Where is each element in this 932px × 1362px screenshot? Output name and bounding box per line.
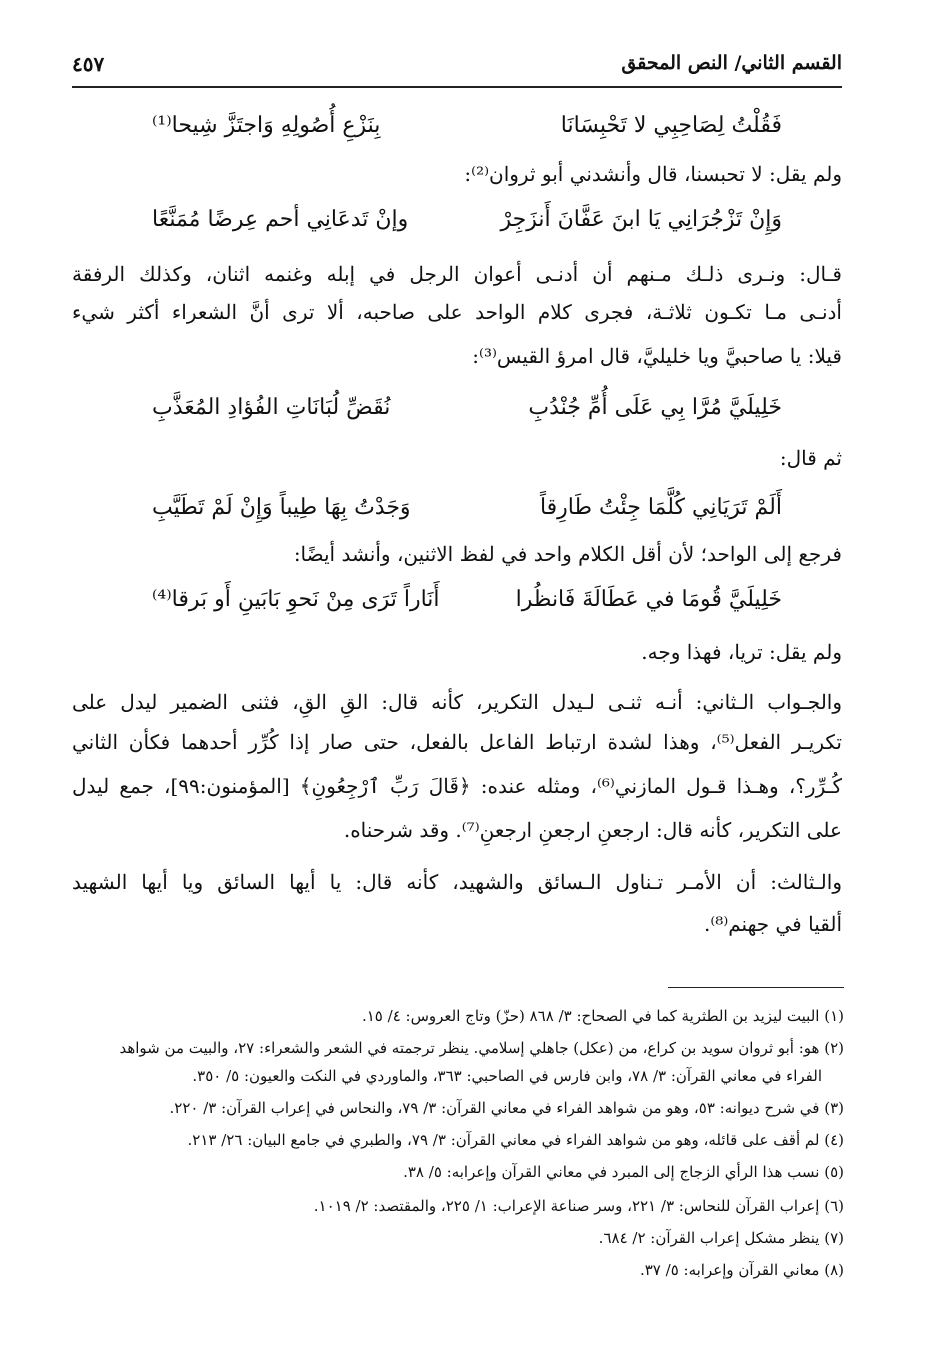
- verse-2: [72, 200, 842, 240]
- verse-5-second-hemistich: أَنَاراً تَرَى مِنْ نَحوِ بَابَينِ أَو بَرقا⁽⁴⁾: [152, 587, 440, 612]
- footnote-8: (٨) معاني القرآن وإعرابه: ٥/ ٣٧.: [639, 1261, 844, 1279]
- paragraph-3-line: ألقيا في جهنم⁽⁸⁾.: [704, 912, 842, 936]
- footnote-4: (٤) لم أقف على قائله، وهو من شواهد الفراء في معاني القرآن: ٣/ ٧٩، والطبري في جامع البيان: ٢٦/ ٢١٣.: [187, 1131, 844, 1149]
- verse-5-first-hemistich: خَلِيلَيَّ قُومَا في عَطَالَةَ فَانظُرا: [515, 587, 782, 612]
- paragraph-2-line: والجـواب الـثاني: أنـه ثنـى لـيدل التكرير، كأنه قال: القِ القِ، فثنى الضمير ليدل على: [72, 690, 842, 714]
- text-line: فرجع إلى الواحد؛ لأن أقل الكلام واحد في لفظ الاثنين، وأنشد أيضًا:: [293, 542, 842, 566]
- verse-1-first-hemistich: فَقُلْتُ لِصَاحِبِي لا تَحْبِسَانَا: [560, 113, 782, 138]
- verse-4-first-hemistich: أَلَمْ تَرَيَانِي كُلَّمَا جِئْتُ طَارِقاً: [539, 495, 782, 520]
- page-header: [72, 52, 842, 84]
- paragraph-1-line: قـال: ونـرى ذلـك مـنهم أن أدنـى أعوان الرجل في إبله وغنمه اثنان، وكذلك الرفقة: [72, 262, 842, 286]
- footnote-5: (٥) نسب هذا الرأي الزجاج إلى المبرد في معاني القرآن وإعرابه: ٥/ ٣٨.: [403, 1163, 844, 1181]
- footnote-rule: [668, 987, 844, 988]
- verse-2-first-hemistich: وَإِنْ تَزْجُرَانِي يَا ابنَ عَفَّانَ أَنزَجِرْ: [500, 207, 782, 232]
- text-line: ولم يقل: تريا، فهذا وجه.: [641, 640, 842, 664]
- paragraph-2-line: كُـرِّر؟، وهـذا قـول المازني⁽⁶⁾، ومثله عنده: ﴿قَالَ رَبِّ ٱرْجِعُونِ﴾ [المؤمنون:٩٩]، جمع ليدل: [72, 774, 842, 798]
- verse-3: [72, 388, 842, 428]
- verse-4: [72, 488, 842, 528]
- paragraph-1-line: قيلا: يا صاحبيَّ ويا خليليَّ، قال امرؤ القيس⁽³⁾:: [472, 344, 842, 368]
- paragraph-3-line: والـثالث: أن الأمـر تـناول الـسائق والشهيد، كأنه قال: يا أيها السائق ويا أيها الشهيد: [72, 870, 842, 894]
- footnote-1: (١) البيت ليزيد بن الطثرية كما في الصحاح: ٣/ ٨٦٨ (حزّ) وتاج العروس: ٤/ ١٥.: [361, 1007, 844, 1025]
- paragraph-1-line: أدنـى مـا تكـون ثلاثـة، فجرى كلام الواحد على صاحبه، ألا ترى أنَّ الشعراء أكثر شيء: [72, 300, 842, 324]
- verse-4-second-hemistich: وَجَدْتُ بِهَا طِيباً وَإِنْ لَمْ تَطَيَّبِ: [152, 495, 411, 520]
- paragraph-2-line: على التكرير، كأنه قال: ارجعنِ ارجعنِ ارجعنِ⁽⁷⁾. وقد شرحناه.: [343, 818, 842, 842]
- verse-1: [72, 106, 842, 146]
- footnote-2-continuation: الفراء في معاني القرآن: ٣/ ٧٨، وابن فارس في الصاحبي: ٣٦٣، والماوردي في النكت والعيون: ٥/ ٣٥٠.: [192, 1067, 822, 1085]
- header-rule: [72, 86, 842, 88]
- paragraph-2-line: تكريـر الفعل⁽⁵⁾، وهذا لشدة ارتباط الفاعل بالفعل، حتى صار إذا كُرِّر أحدهما فكأن الثاني: [72, 730, 842, 754]
- verse-1-second-hemistich: بِنَزْعِ أُصُولِهِ وَاجتَزَّ شِيحا⁽¹⁾: [152, 113, 381, 138]
- text-line: ثم قال:: [779, 446, 842, 470]
- verse-3-second-hemistich: نُقَضِّ لُبَانَاتِ الفُؤادِ المُعَذَّبِ: [152, 395, 391, 420]
- verse-3-first-hemistich: خَلِيلَيَّ مُرَّا بِي عَلَى أُمِّ جُنْدُبِ: [528, 395, 782, 420]
- footnote-6: (٦) إعراب القرآن للنحاس: ٣/ ٢٢١، وسر صناعة الإعراب: ١/ ٢٢٥، والمقتصد: ٢/ ١٠١٩.: [313, 1197, 844, 1215]
- footnote-3: (٣) في شرح ديوانه: ٥٣، وهو من شواهد الفراء في معاني القرآن: ٣/ ٧٩، والنحاس في إعراب القرآن: ٣/ ٢٢٠.: [169, 1099, 844, 1117]
- running-title: القسم الثاني/ النص المحقق: [621, 52, 842, 74]
- footnote-7: (٧) ينظر مشكل إعراب القرآن: ٢/ ٦٨٤.: [598, 1229, 844, 1247]
- verse-2-second-hemistich: وإنْ تَدعَانِي أحم عِرضًا مُمَنَّعًا: [152, 207, 409, 232]
- page-number: ٤٥٧: [72, 52, 105, 76]
- text-line: ولم يقل: لا تحبسنا، قال وأنشدني أبو ثروان⁽²⁾:: [464, 162, 842, 186]
- verse-5: [72, 580, 842, 620]
- footnote-2: (٢) هو: أبو ثروان سويد بن كراع، من (عكل) جاهلي إسلامي. ينظر ترجمته في الشعر والشعراء: ٢٧، والبيت من شواهد: [119, 1039, 844, 1057]
